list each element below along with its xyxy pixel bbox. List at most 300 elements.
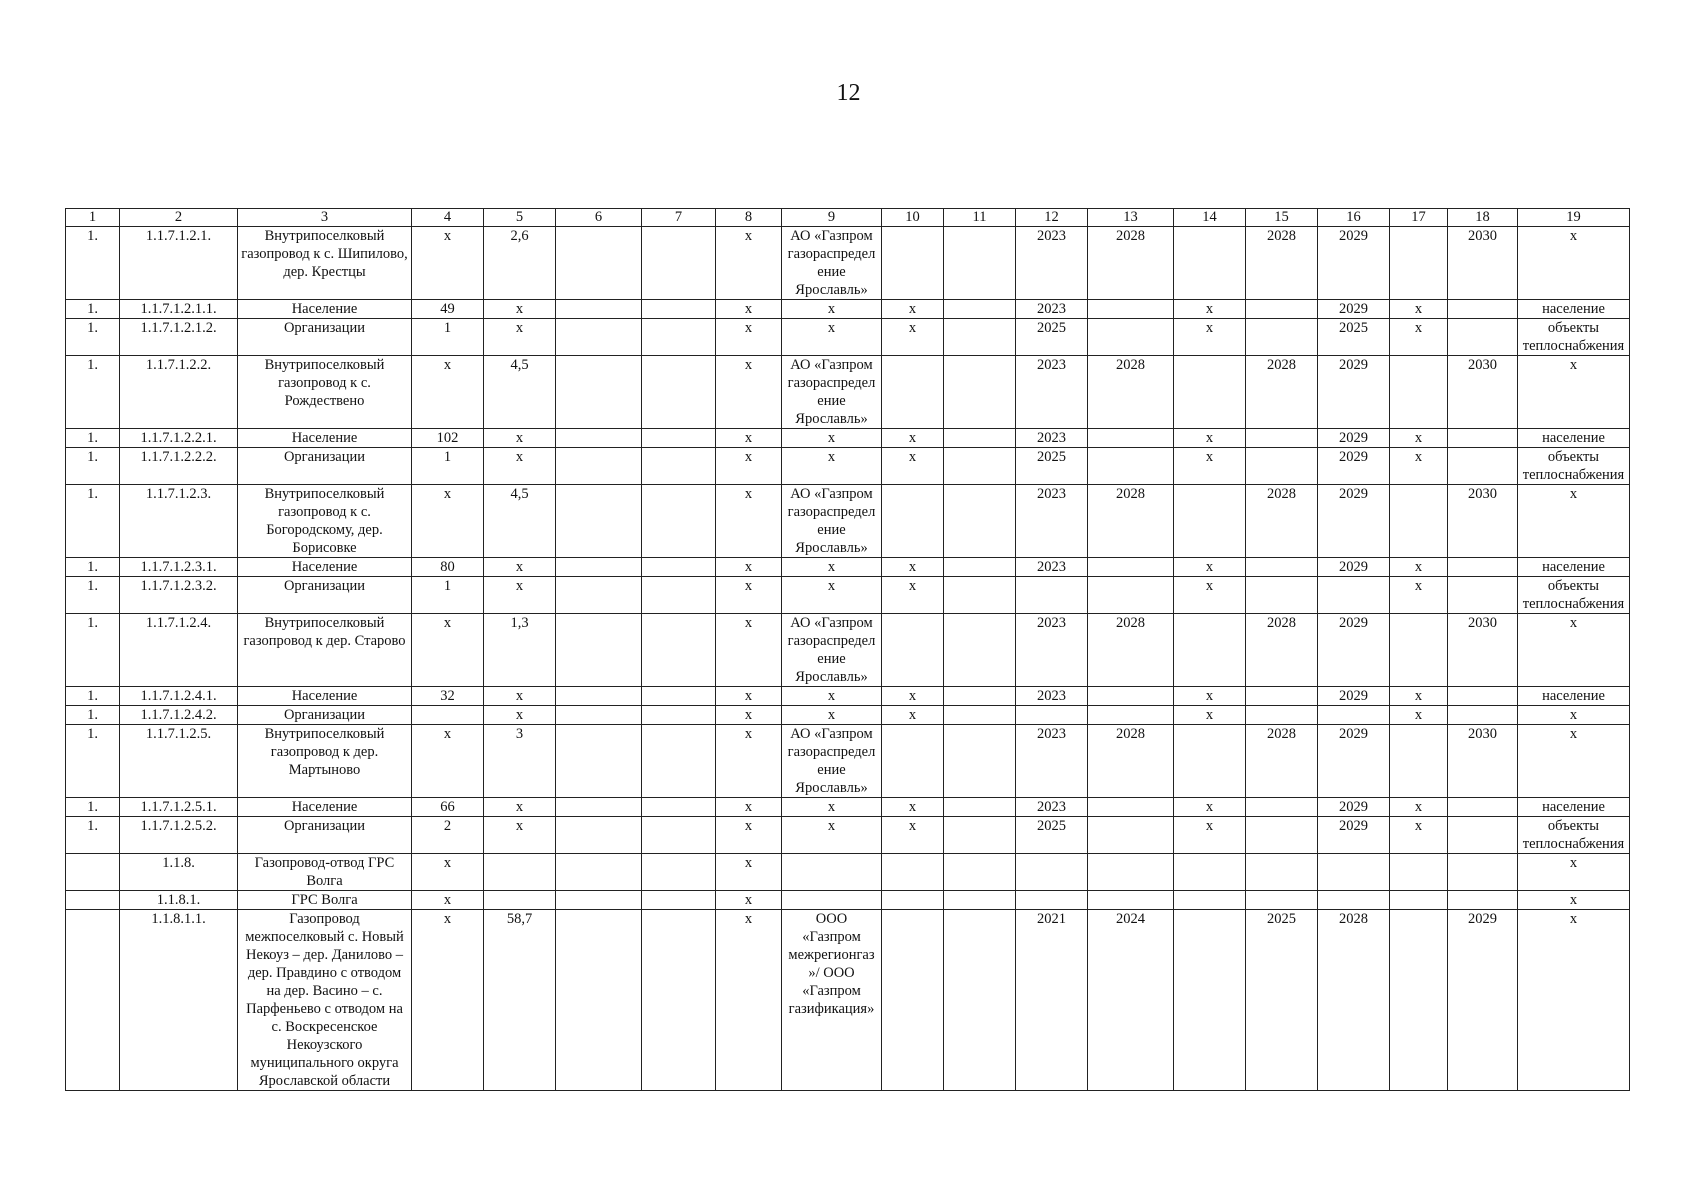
table-cell-col18 [1448,577,1518,614]
table-cell-col3: Организации [238,706,412,725]
table-cell-col8: х [716,614,782,687]
table-cell-col6 [556,798,642,817]
table-cell-col18 [1448,558,1518,577]
table-cell-col19: х [1518,614,1630,687]
table-cell-col6 [556,854,642,891]
table-cell-col7 [642,227,716,300]
table-cell-col16 [1318,854,1390,891]
table-cell-col4: х [412,725,484,798]
table-cell-col4 [412,706,484,725]
table-cell-col8: х [716,227,782,300]
table-cell-col1: 1. [66,227,120,300]
table-cell-col18: 2030 [1448,725,1518,798]
table-cell-col17 [1390,854,1448,891]
table-cell-col18: 2030 [1448,356,1518,429]
column-header-15: 15 [1246,209,1318,227]
table-cell-col19: объекты теплоснабжения [1518,448,1630,485]
table-cell-col2: 1.1.7.1.2.3.2. [120,577,238,614]
table-cell-col10 [882,910,944,1091]
table-cell-col3: ГРС Волга [238,891,412,910]
table-cell-col15 [1246,300,1318,319]
table-cell-col15 [1246,891,1318,910]
table-cell-col2: 1.1.7.1.2.4.2. [120,706,238,725]
table-row [66,300,1630,319]
table-cell-col14: х [1174,558,1246,577]
table-cell-col16: 2029 [1318,817,1390,854]
table-cell-col5: х [484,687,556,706]
table-cell-col14 [1174,891,1246,910]
table-cell-col3: Внутрипоселковый газопровод к с. Рождествено [238,356,412,429]
table-cell-col15 [1246,319,1318,356]
table-cell-col14: х [1174,577,1246,614]
table-cell-col2: 1.1.7.1.2.5. [120,725,238,798]
table-cell-col9: х [782,300,882,319]
table-cell-col19: х [1518,891,1630,910]
table-cell-col8: х [716,798,782,817]
table-cell-col11 [944,485,1016,558]
table-cell-col1: 1. [66,725,120,798]
table-cell-col10: х [882,706,944,725]
table-cell-col14: х [1174,448,1246,485]
table-cell-col8: х [716,558,782,577]
table-cell-col17: х [1390,706,1448,725]
table-cell-col11 [944,614,1016,687]
table-cell-col12: 2025 [1016,448,1088,485]
table-cell-col5: 4,5 [484,485,556,558]
table-cell-col9: х [782,706,882,725]
table-cell-col17: х [1390,429,1448,448]
table-row [66,319,1630,356]
table-cell-col7 [642,300,716,319]
table-cell-col10: х [882,319,944,356]
table-cell-col2: 1.1.8.1.1. [120,910,238,1091]
table-cell-col11 [944,891,1016,910]
table-cell-col4: х [412,910,484,1091]
table-cell-col3: Население [238,798,412,817]
table-cell-col11 [944,706,1016,725]
table-cell-col9: х [782,817,882,854]
table-cell-col4: 2 [412,817,484,854]
table-cell-col5: 2,6 [484,227,556,300]
table-cell-col2: 1.1.8. [120,854,238,891]
table-cell-col3: Население [238,558,412,577]
column-header-1: 1 [66,209,120,227]
table-cell-col7 [642,319,716,356]
table-cell-col1: 1. [66,706,120,725]
table-cell-col17 [1390,910,1448,1091]
table-cell-col7 [642,910,716,1091]
table-cell-col15 [1246,558,1318,577]
table-cell-col10 [882,614,944,687]
table-cell-col2: 1.1.7.1.2.1. [120,227,238,300]
table-cell-col13 [1088,319,1174,356]
table-cell-col7 [642,356,716,429]
table-cell-col3: Население [238,300,412,319]
table-cell-col13: 2028 [1088,227,1174,300]
table-cell-col9: АО «Газпром газораспределение Ярославль» [782,725,882,798]
table-cell-col15: 2028 [1246,227,1318,300]
table-cell-col19: х [1518,227,1630,300]
table-cell-col8: х [716,706,782,725]
table-cell-col12 [1016,854,1088,891]
table-cell-col13 [1088,687,1174,706]
table-cell-col1: 1. [66,485,120,558]
column-header-19: 19 [1518,209,1630,227]
table-cell-col4: 49 [412,300,484,319]
table-cell-col13: 2028 [1088,725,1174,798]
table-cell-col1 [66,910,120,1091]
table-cell-col11 [944,725,1016,798]
table-cell-col13 [1088,429,1174,448]
table-cell-col18 [1448,300,1518,319]
table-cell-col18: 2030 [1448,614,1518,687]
table-cell-col13 [1088,706,1174,725]
table-cell-col14 [1174,356,1246,429]
table-cell-col10 [882,725,944,798]
table-cell-col4: 1 [412,319,484,356]
table-cell-col12: 2023 [1016,614,1088,687]
table-cell-col11 [944,687,1016,706]
table-cell-col3: Внутрипоселковый газопровод к дер. Мартыново [238,725,412,798]
table-cell-col9 [782,891,882,910]
table-cell-col1: 1. [66,687,120,706]
table-cell-col9: х [782,558,882,577]
table-cell-col9: х [782,687,882,706]
table-cell-col18 [1448,448,1518,485]
table-cell-col1: 1. [66,614,120,687]
table-row [66,485,1630,558]
table-cell-col2: 1.1.7.1.2.3.1. [120,558,238,577]
table-cell-col15: 2025 [1246,910,1318,1091]
table-cell-col12: 2025 [1016,817,1088,854]
table-cell-col5: х [484,429,556,448]
table-cell-col11 [944,910,1016,1091]
table-cell-col1 [66,891,120,910]
table-cell-col14 [1174,485,1246,558]
column-header-2: 2 [120,209,238,227]
table-cell-col17 [1390,227,1448,300]
table-cell-col7 [642,558,716,577]
table-cell-col15: 2028 [1246,356,1318,429]
column-header-10: 10 [882,209,944,227]
table-cell-col16: 2029 [1318,558,1390,577]
table-cell-col16: 2029 [1318,429,1390,448]
table-cell-col16 [1318,706,1390,725]
table-cell-col1: 1. [66,798,120,817]
table-cell-col3: Организации [238,577,412,614]
table-cell-col6 [556,614,642,687]
table-cell-col14: х [1174,687,1246,706]
table-cell-col8: х [716,687,782,706]
table-row [66,725,1630,798]
table-cell-col4: 80 [412,558,484,577]
table-cell-col5: х [484,448,556,485]
table-cell-col12: 2021 [1016,910,1088,1091]
table-cell-col16 [1318,891,1390,910]
table-row [66,429,1630,448]
table-cell-col9: х [782,448,882,485]
table-cell-col14 [1174,854,1246,891]
table-cell-col13 [1088,300,1174,319]
table-cell-col5: х [484,300,556,319]
table-cell-col10: х [882,687,944,706]
table-cell-col14: х [1174,429,1246,448]
table-cell-col1 [66,854,120,891]
table-cell-col14 [1174,614,1246,687]
table-cell-col10: х [882,577,944,614]
table-cell-col6 [556,891,642,910]
table-cell-col8: х [716,854,782,891]
table-row [66,577,1630,614]
column-header-8: 8 [716,209,782,227]
table-cell-col6 [556,910,642,1091]
column-header-17: 17 [1390,209,1448,227]
table-cell-col16: 2028 [1318,910,1390,1091]
table-cell-col7 [642,706,716,725]
table-row [66,706,1630,725]
table-cell-col11 [944,577,1016,614]
table-cell-col8: х [716,891,782,910]
table-cell-col16: 2029 [1318,485,1390,558]
table-cell-col9: х [782,577,882,614]
table-cell-col7 [642,448,716,485]
table-cell-col3: Газопровод межпоселковый с. Новый Некоуз – дер. Данилово – дер. Правдино с отводом на дер. Васино – с. Парфеньево с отводом на с. Воскресенское Некоузского муниципального округа Ярославской области [238,910,412,1091]
table-cell-col7 [642,429,716,448]
table-cell-col6 [556,227,642,300]
table-cell-col3: Внутрипоселковый газопровод к с. Шипилово, дер. Крестцы [238,227,412,300]
table-cell-col1: 1. [66,356,120,429]
table-cell-col1: 1. [66,429,120,448]
table-row [66,614,1630,687]
table-cell-col2: 1.1.7.1.2.1.2. [120,319,238,356]
table-cell-col4: х [412,485,484,558]
table-cell-col6 [556,706,642,725]
table-cell-col3: Организации [238,319,412,356]
table-cell-col2: 1.1.7.1.2.1.1. [120,300,238,319]
table-cell-col2: 1.1.7.1.2.2.2. [120,448,238,485]
table-cell-col3: Население [238,687,412,706]
table-cell-col13 [1088,817,1174,854]
table-cell-col10: х [882,300,944,319]
table-cell-col11 [944,319,1016,356]
table-cell-col17: х [1390,577,1448,614]
table-cell-col4: 32 [412,687,484,706]
table-cell-col16: 2029 [1318,725,1390,798]
table-cell-col15: 2028 [1246,725,1318,798]
table-cell-col12: 2023 [1016,227,1088,300]
table-cell-col5: х [484,319,556,356]
table-cell-col10 [882,891,944,910]
table-cell-col3: Внутрипоселковый газопровод к с. Богородскому, дер. Борисовке [238,485,412,558]
page-number: 12 [836,80,861,106]
table-cell-col10: х [882,817,944,854]
table-cell-col16 [1318,577,1390,614]
table-cell-col6 [556,725,642,798]
table-cell-col4: х [412,356,484,429]
table-cell-col8: х [716,485,782,558]
table-cell-col2: 1.1.7.1.2.4. [120,614,238,687]
table-cell-col7 [642,854,716,891]
table-cell-col11 [944,798,1016,817]
table-cell-col8: х [716,448,782,485]
table-cell-col7 [642,891,716,910]
table-cell-col5: 3 [484,725,556,798]
table-cell-col19: х [1518,854,1630,891]
table-cell-col4: 102 [412,429,484,448]
table-row [66,448,1630,485]
table-cell-col8: х [716,319,782,356]
table-cell-col14: х [1174,319,1246,356]
table-cell-col17 [1390,485,1448,558]
table-cell-col1: 1. [66,300,120,319]
table-cell-col19: х [1518,706,1630,725]
table-cell-col15 [1246,448,1318,485]
table-cell-col19: население [1518,558,1630,577]
table-cell-col7 [642,817,716,854]
table-cell-col6 [556,429,642,448]
table-cell-col17 [1390,614,1448,687]
table-cell-col4: х [412,891,484,910]
table-cell-col17 [1390,891,1448,910]
table-cell-col5: х [484,798,556,817]
table-cell-col9: АО «Газпром газораспределение Ярославль» [782,485,882,558]
table-cell-col18 [1448,429,1518,448]
table-cell-col10 [882,485,944,558]
table-cell-col3: Газопровод-отвод ГРС Волга [238,854,412,891]
table-cell-col12 [1016,577,1088,614]
table-cell-col19: х [1518,910,1630,1091]
column-header-7: 7 [642,209,716,227]
table-cell-col11 [944,300,1016,319]
table-cell-col14 [1174,725,1246,798]
table-cell-col7 [642,577,716,614]
table-cell-col4: х [412,614,484,687]
table-cell-col12 [1016,706,1088,725]
column-header-5: 5 [484,209,556,227]
table-cell-col6 [556,485,642,558]
table-cell-col13 [1088,558,1174,577]
table-cell-col15 [1246,687,1318,706]
table-cell-col2: 1.1.7.1.2.5.1. [120,798,238,817]
table-cell-col13: 2028 [1088,485,1174,558]
table-cell-col3: Организации [238,448,412,485]
table-cell-col14: х [1174,798,1246,817]
table-cell-col13: 2024 [1088,910,1174,1091]
table-cell-col19: население [1518,300,1630,319]
table-cell-col4: 1 [412,577,484,614]
table-cell-col14: х [1174,817,1246,854]
table-cell-col14 [1174,227,1246,300]
table-cell-col7 [642,725,716,798]
table-cell-col11 [944,356,1016,429]
table-cell-col17: х [1390,448,1448,485]
table-cell-col19: население [1518,429,1630,448]
table-cell-col18 [1448,817,1518,854]
table-cell-col17 [1390,725,1448,798]
table-cell-col10: х [882,558,944,577]
table-cell-col8: х [716,725,782,798]
table-cell-col12: 2023 [1016,725,1088,798]
column-header-9: 9 [782,209,882,227]
table-cell-col11 [944,817,1016,854]
table-row [66,817,1630,854]
table-cell-col10 [882,356,944,429]
table-cell-col2: 1.1.7.1.2.2.1. [120,429,238,448]
table-cell-col13 [1088,798,1174,817]
table-cell-col18 [1448,706,1518,725]
table-cell-col5: 1,3 [484,614,556,687]
table-cell-col12: 2023 [1016,356,1088,429]
table-cell-col8: х [716,577,782,614]
data-table [65,208,1630,1091]
table-cell-col18: 2030 [1448,227,1518,300]
table-cell-col8: х [716,817,782,854]
column-header-16: 16 [1318,209,1390,227]
table-row [66,910,1630,1091]
table-cell-col19: х [1518,356,1630,429]
table-cell-col3: Население [238,429,412,448]
table-cell-col3: Организации [238,817,412,854]
header-row [66,209,1630,227]
column-header-4: 4 [412,209,484,227]
table-cell-col5: х [484,706,556,725]
table-cell-col8: х [716,356,782,429]
table-cell-col17: х [1390,798,1448,817]
table-cell-col5: х [484,558,556,577]
table-cell-col10: х [882,448,944,485]
table-cell-col17: х [1390,319,1448,356]
column-header-6: 6 [556,209,642,227]
table-cell-col16: 2029 [1318,798,1390,817]
table-cell-col6 [556,448,642,485]
table-row [66,227,1630,300]
table-cell-col11 [944,429,1016,448]
table-cell-col7 [642,614,716,687]
table-cell-col1: 1. [66,577,120,614]
table-cell-col15 [1246,798,1318,817]
table-cell-col12: 2023 [1016,300,1088,319]
table-cell-col19: население [1518,687,1630,706]
table-cell-col6 [556,687,642,706]
table-cell-col2: 1.1.8.1. [120,891,238,910]
table-cell-col10 [882,227,944,300]
table-cell-col17 [1390,356,1448,429]
table-cell-col7 [642,798,716,817]
table-cell-col1: 1. [66,817,120,854]
table-cell-col5 [484,891,556,910]
table-cell-col9: х [782,429,882,448]
table-cell-col4: х [412,854,484,891]
table-cell-col2: 1.1.7.1.2.5.2. [120,817,238,854]
table-cell-col15 [1246,429,1318,448]
table-cell-col13 [1088,448,1174,485]
table-cell-col8: х [716,910,782,1091]
table-cell-col12: 2023 [1016,798,1088,817]
table-cell-col5: 58,7 [484,910,556,1091]
table-cell-col19: объекты теплоснабжения [1518,817,1630,854]
table-row [66,687,1630,706]
table-cell-col15 [1246,817,1318,854]
table-row [66,356,1630,429]
table-cell-col11 [944,558,1016,577]
table-cell-col6 [556,319,642,356]
table-cell-col16: 2029 [1318,300,1390,319]
table-cell-col16: 2029 [1318,614,1390,687]
table-cell-col18 [1448,891,1518,910]
table-cell-col4: х [412,227,484,300]
table-cell-col19: объекты теплоснабжения [1518,577,1630,614]
table-row [66,558,1630,577]
